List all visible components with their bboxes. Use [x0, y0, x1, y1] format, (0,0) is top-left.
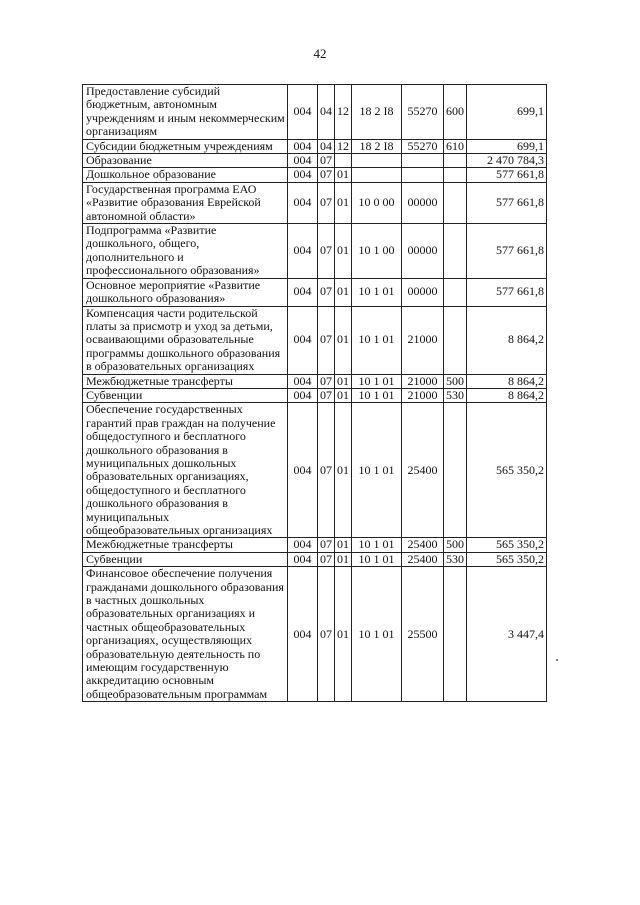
table-row: [83, 85, 547, 140]
row-amount: 565 350,2: [467, 403, 547, 538]
table-row: [83, 403, 547, 538]
row-program-code: [352, 154, 402, 168]
row-amount: 577 661,8: [467, 168, 547, 182]
row-section-code: 07: [318, 182, 335, 223]
row-subsection-code: 12: [335, 139, 352, 153]
table-row: [83, 168, 547, 182]
row-ministry-code: 004: [288, 552, 318, 566]
row-amount: 8 864,2: [467, 388, 547, 402]
row-expense-code: 00000: [402, 224, 444, 279]
row-ministry-code: 004: [288, 182, 318, 223]
row-expense-kind: [444, 403, 467, 538]
table-row: [83, 552, 547, 566]
row-program-code: 10 1 01: [352, 403, 402, 538]
row-amount: 577 661,8: [467, 224, 547, 279]
row-expense-code: 55270: [402, 85, 444, 140]
row-ministry-code: 004: [288, 403, 318, 538]
table-row: [83, 278, 547, 306]
row-expense-kind: 500: [444, 538, 467, 552]
row-expense-kind: [444, 306, 467, 374]
row-name: Субвенции: [83, 552, 288, 566]
row-section-code: 07: [318, 403, 335, 538]
stray-dot: [556, 659, 558, 661]
row-amount: 565 350,2: [467, 552, 547, 566]
row-name: Государственная программа ЕАО «Развитие образования Еврейской автономной области»: [83, 182, 288, 223]
table-row: [83, 538, 547, 552]
row-expense-kind: 500: [444, 374, 467, 388]
budget-table: [82, 84, 547, 702]
row-expense-kind: [444, 154, 467, 168]
row-amount: 577 661,8: [467, 182, 547, 223]
row-name: Дошкольное образование: [83, 168, 288, 182]
table-row: [83, 388, 547, 402]
row-section-code: 07: [318, 388, 335, 402]
row-expense-kind: [444, 224, 467, 279]
table-row: [83, 154, 547, 168]
row-program-code: 18 2 I8: [352, 139, 402, 153]
row-expense-kind: [444, 182, 467, 223]
row-ministry-code: 004: [288, 154, 318, 168]
row-amount: 2 470 784,3: [467, 154, 547, 168]
row-ministry-code: 004: [288, 85, 318, 140]
row-name: Финансовое обеспечение получения гражданами дошкольного образования в частных дошкольных образовательных организациях и частных общеобразовательных организациях, осуществляющих образовательную деятельность по имеющим государственную аккредитацию основным общеобразовательным программам: [83, 567, 288, 702]
row-ministry-code: 004: [288, 224, 318, 279]
row-subsection-code: 01: [335, 374, 352, 388]
row-section-code: 07: [318, 567, 335, 702]
row-subsection-code: 01: [335, 306, 352, 374]
row-name: Обеспечение государственных гарантий прав граждан на получение общедоступного и бесплатного дошкольного образования в муниципальных дошкольных образовательных организациях, общедоступного и бесплатного дошкольного образования в муниципальных общеобразовательных организациях: [83, 403, 288, 538]
row-expense-kind: [444, 278, 467, 306]
row-ministry-code: 004: [288, 168, 318, 182]
row-expense-code: 25400: [402, 538, 444, 552]
row-expense-kind: [444, 567, 467, 702]
row-expense-kind: 530: [444, 552, 467, 566]
row-name: Межбюджетные трансферты: [83, 538, 288, 552]
row-amount: 8 864,2: [467, 306, 547, 374]
row-ministry-code: 004: [288, 374, 318, 388]
page-number: 42: [313, 46, 327, 61]
row-subsection-code: 01: [335, 388, 352, 402]
row-program-code: 10 1 01: [352, 567, 402, 702]
row-program-code: 10 1 01: [352, 278, 402, 306]
row-name: Субсидии бюджетным учреждениям: [83, 139, 288, 153]
row-subsection-code: 01: [335, 278, 352, 306]
row-program-code: 10 1 00: [352, 224, 402, 279]
row-program-code: 10 1 01: [352, 538, 402, 552]
row-program-code: [352, 168, 402, 182]
row-ministry-code: 004: [288, 538, 318, 552]
row-amount: 699,1: [467, 139, 547, 153]
row-subsection-code: 01: [335, 182, 352, 223]
row-subsection-code: 01: [335, 567, 352, 702]
table-row: [83, 567, 547, 702]
row-ministry-code: 004: [288, 567, 318, 702]
row-program-code: 18 2 I8: [352, 85, 402, 140]
row-name: Образование: [83, 154, 288, 168]
row-subsection-code: 01: [335, 552, 352, 566]
row-section-code: 07: [318, 538, 335, 552]
row-amount: 3 447,4: [467, 567, 547, 702]
row-ministry-code: 004: [288, 139, 318, 153]
row-program-code: 10 0 00: [352, 182, 402, 223]
row-subsection-code: 01: [335, 538, 352, 552]
row-ministry-code: 004: [288, 388, 318, 402]
table-row: [83, 306, 547, 374]
row-expense-code: 00000: [402, 182, 444, 223]
row-expense-code: 25400: [402, 403, 444, 538]
row-name: Компенсация части родительской платы за присмотр и уход за детьми, осваивающими образовательные программы дошкольного образования в образовательных организациях: [83, 306, 288, 374]
row-expense-kind: 600: [444, 85, 467, 140]
row-name: Межбюджетные трансферты: [83, 374, 288, 388]
row-section-code: 07: [318, 374, 335, 388]
row-name: Предоставление субсидий бюджетным, автономным учреждениям и иным некоммерческим организациям: [83, 85, 288, 140]
row-section-code: 07: [318, 552, 335, 566]
row-name: Субвенции: [83, 388, 288, 402]
row-expense-code: 25400: [402, 552, 444, 566]
row-expense-code: 00000: [402, 278, 444, 306]
row-section-code: 07: [318, 154, 335, 168]
row-expense-code: [402, 168, 444, 182]
table-row: [83, 224, 547, 279]
row-ministry-code: 004: [288, 306, 318, 374]
row-subsection-code: 01: [335, 168, 352, 182]
row-expense-kind: 610: [444, 139, 467, 153]
row-amount: 577 661,8: [467, 278, 547, 306]
table-row: [83, 182, 547, 223]
row-amount: 699,1: [467, 85, 547, 140]
row-name: Основное мероприятие «Развитие дошкольного образования»: [83, 278, 288, 306]
row-expense-code: [402, 154, 444, 168]
row-program-code: 10 1 01: [352, 306, 402, 374]
row-expense-code: 21000: [402, 388, 444, 402]
row-program-code: 10 1 01: [352, 552, 402, 566]
row-name: Подпрограмма «Развитие дошкольного, общего, дополнительного и профессионального образования»: [83, 224, 288, 279]
row-amount: 8 864,2: [467, 374, 547, 388]
row-subsection-code: 01: [335, 224, 352, 279]
table-row: [83, 139, 547, 153]
row-amount: 565 350,2: [467, 538, 547, 552]
row-section-code: 07: [318, 224, 335, 279]
row-ministry-code: 004: [288, 278, 318, 306]
row-program-code: 10 1 01: [352, 388, 402, 402]
row-subsection-code: [335, 154, 352, 168]
row-expense-code: 21000: [402, 374, 444, 388]
row-expense-code: 55270: [402, 139, 444, 153]
row-section-code: 07: [318, 278, 335, 306]
row-expense-kind: 530: [444, 388, 467, 402]
row-subsection-code: 01: [335, 403, 352, 538]
row-program-code: 10 1 01: [352, 374, 402, 388]
row-section-code: 07: [318, 306, 335, 374]
row-expense-kind: [444, 168, 467, 182]
row-expense-code: 21000: [402, 306, 444, 374]
row-subsection-code: 12: [335, 85, 352, 140]
row-section-code: 07: [318, 168, 335, 182]
row-expense-code: 25500: [402, 567, 444, 702]
row-section-code: 04: [318, 85, 335, 140]
row-section-code: 04: [318, 139, 335, 153]
table-row: [83, 374, 547, 388]
